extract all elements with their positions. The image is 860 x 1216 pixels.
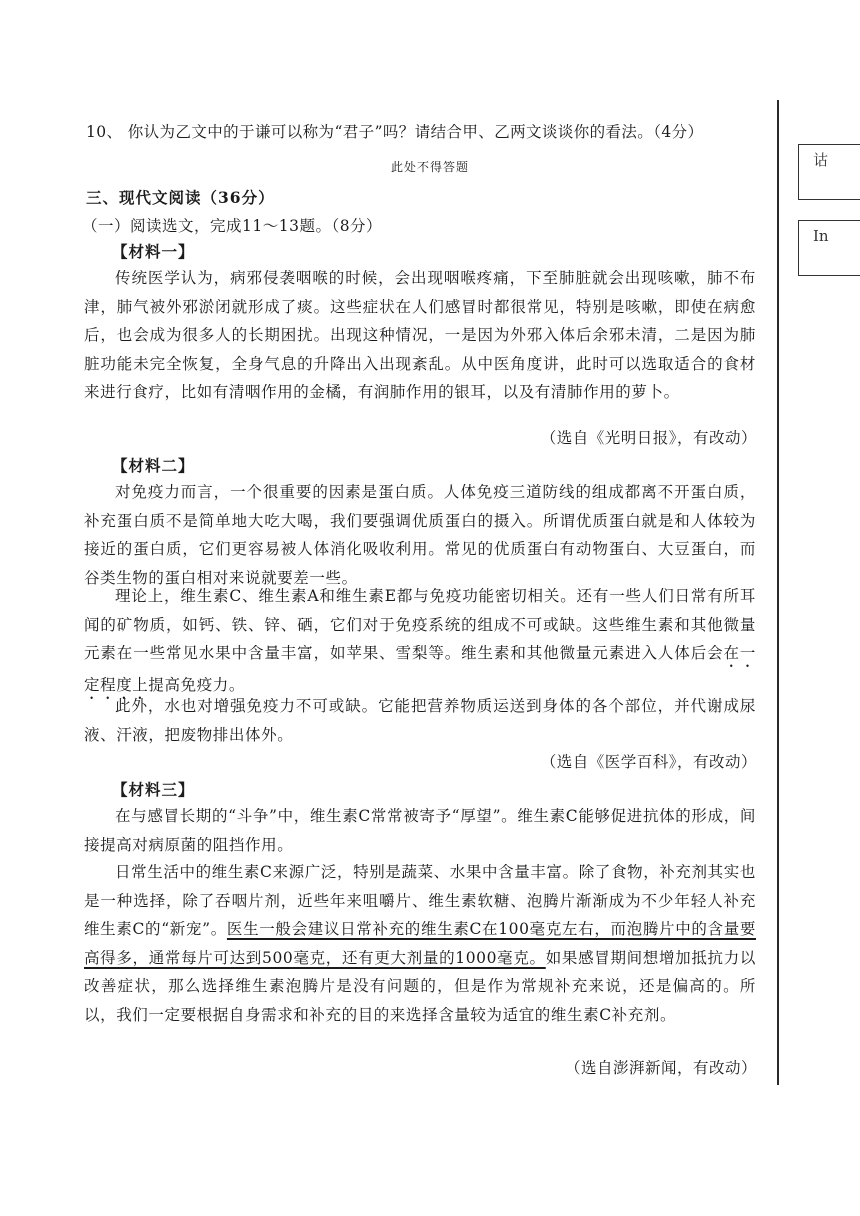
- material-3-p2-text-before: 日常生活中的维生素C来源广泛，特别是蔬菜、水果中含量丰富。除了食物，补充剂其实也是一种选择，除了吞咽片剂，近些年来咀嚼片、维生素软糖、泡腾片渐渐成为不少年轻人补充维生素C的“新宠”。: [84, 863, 756, 938]
- material-2-source: （选自《医学百科》，有改动）: [540, 753, 757, 771]
- binding-line: [777, 100, 779, 1085]
- score-box-2: [798, 220, 860, 276]
- material-3-heading: 【材料三】: [112, 780, 195, 799]
- no-answer-zone-label: 此处不得答题: [390, 160, 469, 174]
- material-2-paragraph-1: 对免疫力而言，一个很重要的因素是蛋白质。人体免疫三道防线的组成都离不开蛋白质，补充蛋白质不是简单地大吃大喝，我们要强调优质蛋白的摄入。所谓优质蛋白就是和人体较为接近的蛋白质，它们更容易被人体消化吸收利用。常见的优质蛋白有动物蛋白、大豆蛋白，而谷类生物的蛋白相对来说就要差一些。: [84, 483, 756, 587]
- material-2-p2-text-after: 提高免疫力。: [148, 676, 246, 694]
- material-3-paragraph-2: [84, 858, 756, 1029]
- material-3-source: （选自澎湃新闻，有改动）: [564, 1059, 757, 1077]
- material-2-p2-text-before: 理论上，维生素C、维生素A和维生素E都与免疫功能密切相关。还有一些人们日常有所耳闻的矿物质，如钙、铁、锌、硒，它们对于免疫系统的组成不可或缺。这些维生素和其他微量元素在一些常见水果中含量丰富，如苹果、雪梨等。维生素和其他微量元素进入人体后会: [84, 587, 756, 662]
- dotted-phrase: 在一定程度上: [84, 644, 756, 694]
- score-box-1: [798, 144, 860, 200]
- material-3-paragraph-1: 在与感冒长期的“斗争”中，维生素C常常被寄予“厚望”。维生素C能够促进抗体的形成，间接提高对病原菌的阻挡作用。: [84, 807, 756, 854]
- section-3-heading: 三、现代文阅读（36分）: [86, 188, 275, 207]
- score-box-1-label: 诂: [813, 151, 829, 169]
- score-box-2-label: In: [813, 227, 829, 245]
- material-1-source: （选自《光明日报》，有改动）: [540, 429, 757, 447]
- question-10: 10、 你认为乙文中的于谦可以称为“君子”吗？请结合甲、乙两文谈谈你的看法。（4分）: [86, 123, 704, 141]
- material-1-heading: 【材料一】: [112, 242, 195, 261]
- material-1-paragraph: 传统医学认为，病邪侵袭咽喉的时候，会出现咽喉疼痛，下至肺脏就会出现咳嗽，肺不布津，肺气被外邪淤闭就形成了痰。这些症状在人们感冒时都很常见，特别是咳嗽，即使在病愈后，也会成为很多人的长期困扰。出现这种情况，一是因为外邪入体后余邪未清，二是因为肺脏功能未完全恢复，全身气息的升降出入出现紊乱。从中医角度讲，此时可以选取适合的食材来进行食疗，比如有清咽作用的金橘，有润肺作用的银耳，以及有清肺作用的萝卜。: [84, 269, 756, 401]
- material-2-heading: 【材料二】: [112, 456, 195, 475]
- material-2-paragraph-3: 此外，水也对增强免疫力不可或缺。它能把营养物质运送到身体的各个部位，并代谢成尿液、汗液，把废物排出体外。: [84, 697, 756, 744]
- material-3-p2-text-after: 如果感冒期间想增加抵抗力以改善症状，那么选择维生素泡腾片是没有问题的，但是作为常规补充来说，还是偏高的。所以，我们一定要根据自身需求和补充的目的来选择含量较为适宜的维生素C补充剂。: [84, 948, 756, 1024]
- material-2-paragraph-2: [84, 582, 756, 703]
- underlined-sentence: 医生一般会建议日常补充的维生素C在100毫克左右，而泡腾片中的含量要高得多，通常每片可达到500毫克，还有更大剂量的1000毫克。: [84, 920, 756, 967]
- part-1-heading: （一）阅读选文，完成11～13题。（8分）: [82, 217, 383, 235]
